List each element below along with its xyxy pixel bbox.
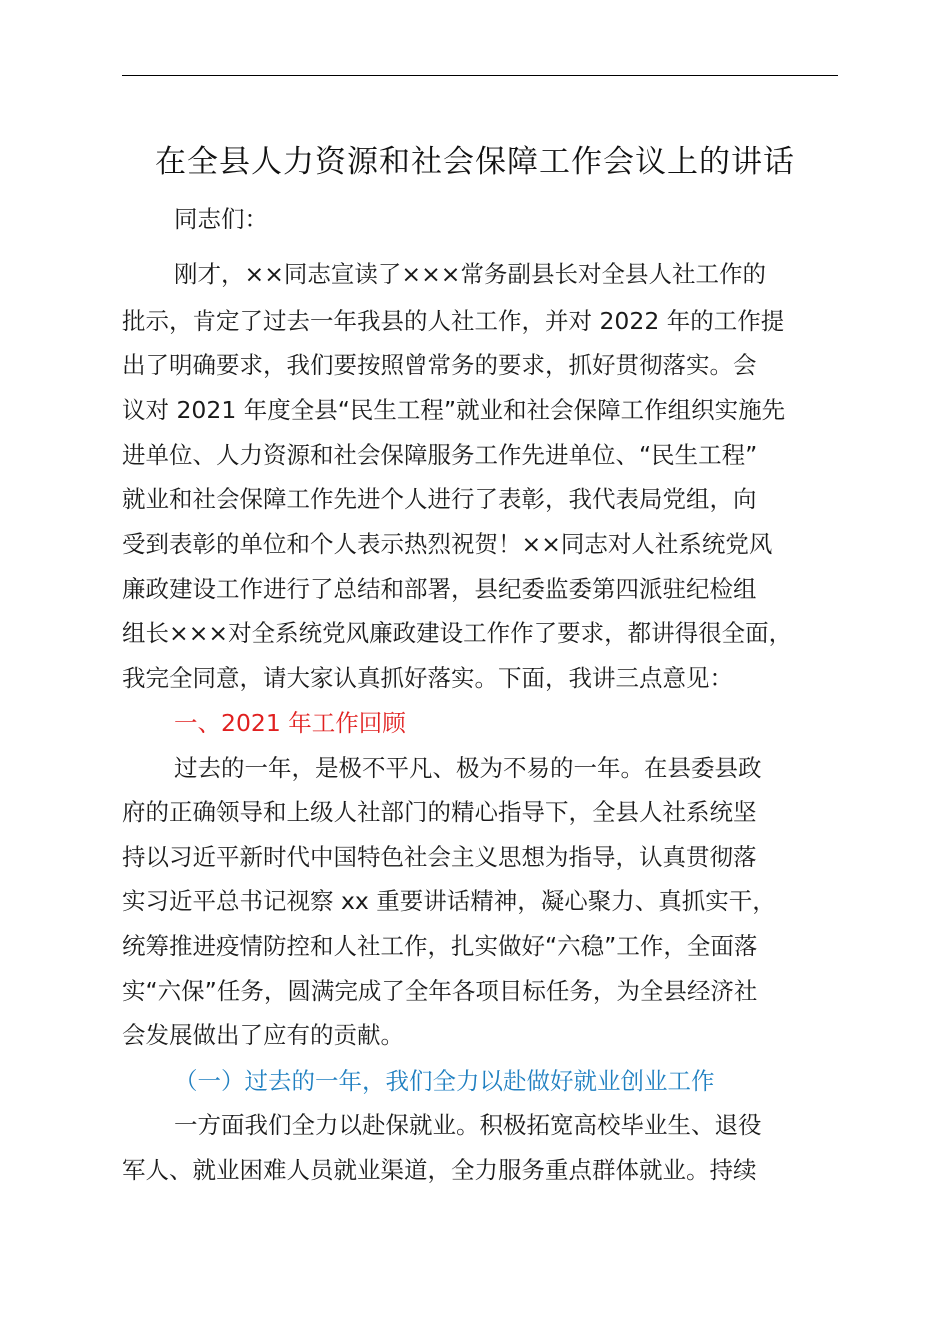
section-heading: 一、2021 年工作回顾	[174, 709, 406, 737]
paragraph-line: 议对 2021 年度全县“民生工程”就业和社会保障工作组织实施先	[122, 396, 786, 424]
paragraph-line: 刚才，××同志宣读了×××常务副县长对全县人社工作的	[174, 260, 766, 288]
paragraph-line: 进单位、人力资源和社会保障服务工作先进单位、“民生工程”	[122, 441, 758, 469]
paragraph-line: 军人、就业困难人员就业渠道，全力服务重点群体就业。持续	[122, 1156, 757, 1184]
paragraph-line: 受到表彰的单位和个人表示热烈祝贺！××同志对人社系统党风	[122, 530, 773, 558]
paragraph-line: 统筹推进疫情防控和人社工作，扎实做好“六稳”工作，全面落	[122, 932, 758, 960]
greeting: 同志们：	[174, 205, 268, 233]
paragraph-line: 持以习近平新时代中国特色社会主义思想为指导，认真贯彻落	[122, 843, 757, 871]
subsection-heading: （一）过去的一年，我们全力以赴做好就业创业工作	[174, 1067, 715, 1095]
paragraph-line: 实“六保”任务，圆满完成了全年各项目标任务，为全县经济社	[122, 977, 758, 1005]
paragraph-line: 我完全同意，请大家认真抓好落实。下面，我讲三点意见：	[122, 664, 733, 692]
paragraph-line: 就业和社会保障工作先进个人进行了表彰，我代表局党组，向	[122, 485, 757, 513]
paragraph-line: 出了明确要求，我们要按照曾常务的要求，抓好贯彻落实。会	[122, 351, 757, 379]
paragraph-line: 组长×××对全系统党风廉政建设工作作了要求，都讲得很全面，	[122, 619, 793, 647]
header-rule	[122, 75, 838, 76]
paragraph-line: 实习近平总书记视察 xx 重要讲话精神，凝心聚力、真抓实干，	[122, 887, 776, 915]
paragraph-line: 会发展做出了应有的贡献。	[122, 1021, 404, 1049]
document-title: 在全县人力资源和社会保障工作会议上的讲话	[155, 144, 795, 180]
paragraph-line: 过去的一年，是极不平凡、极为不易的一年。在县委县政	[174, 754, 762, 782]
paragraph-line: 府的正确领导和上级人社部门的精心指导下，全县人社系统坚	[122, 798, 757, 826]
paragraph-line: 一方面我们全力以赴保就业。积极拓宽高校毕业生、退役	[174, 1111, 762, 1139]
paragraph-line: 批示，肯定了过去一年我县的人社工作，并对 2022 年的工作提	[122, 307, 785, 335]
paragraph-line: 廉政建设工作进行了总结和部署，县纪委监委第四派驻纪检组	[122, 575, 757, 603]
